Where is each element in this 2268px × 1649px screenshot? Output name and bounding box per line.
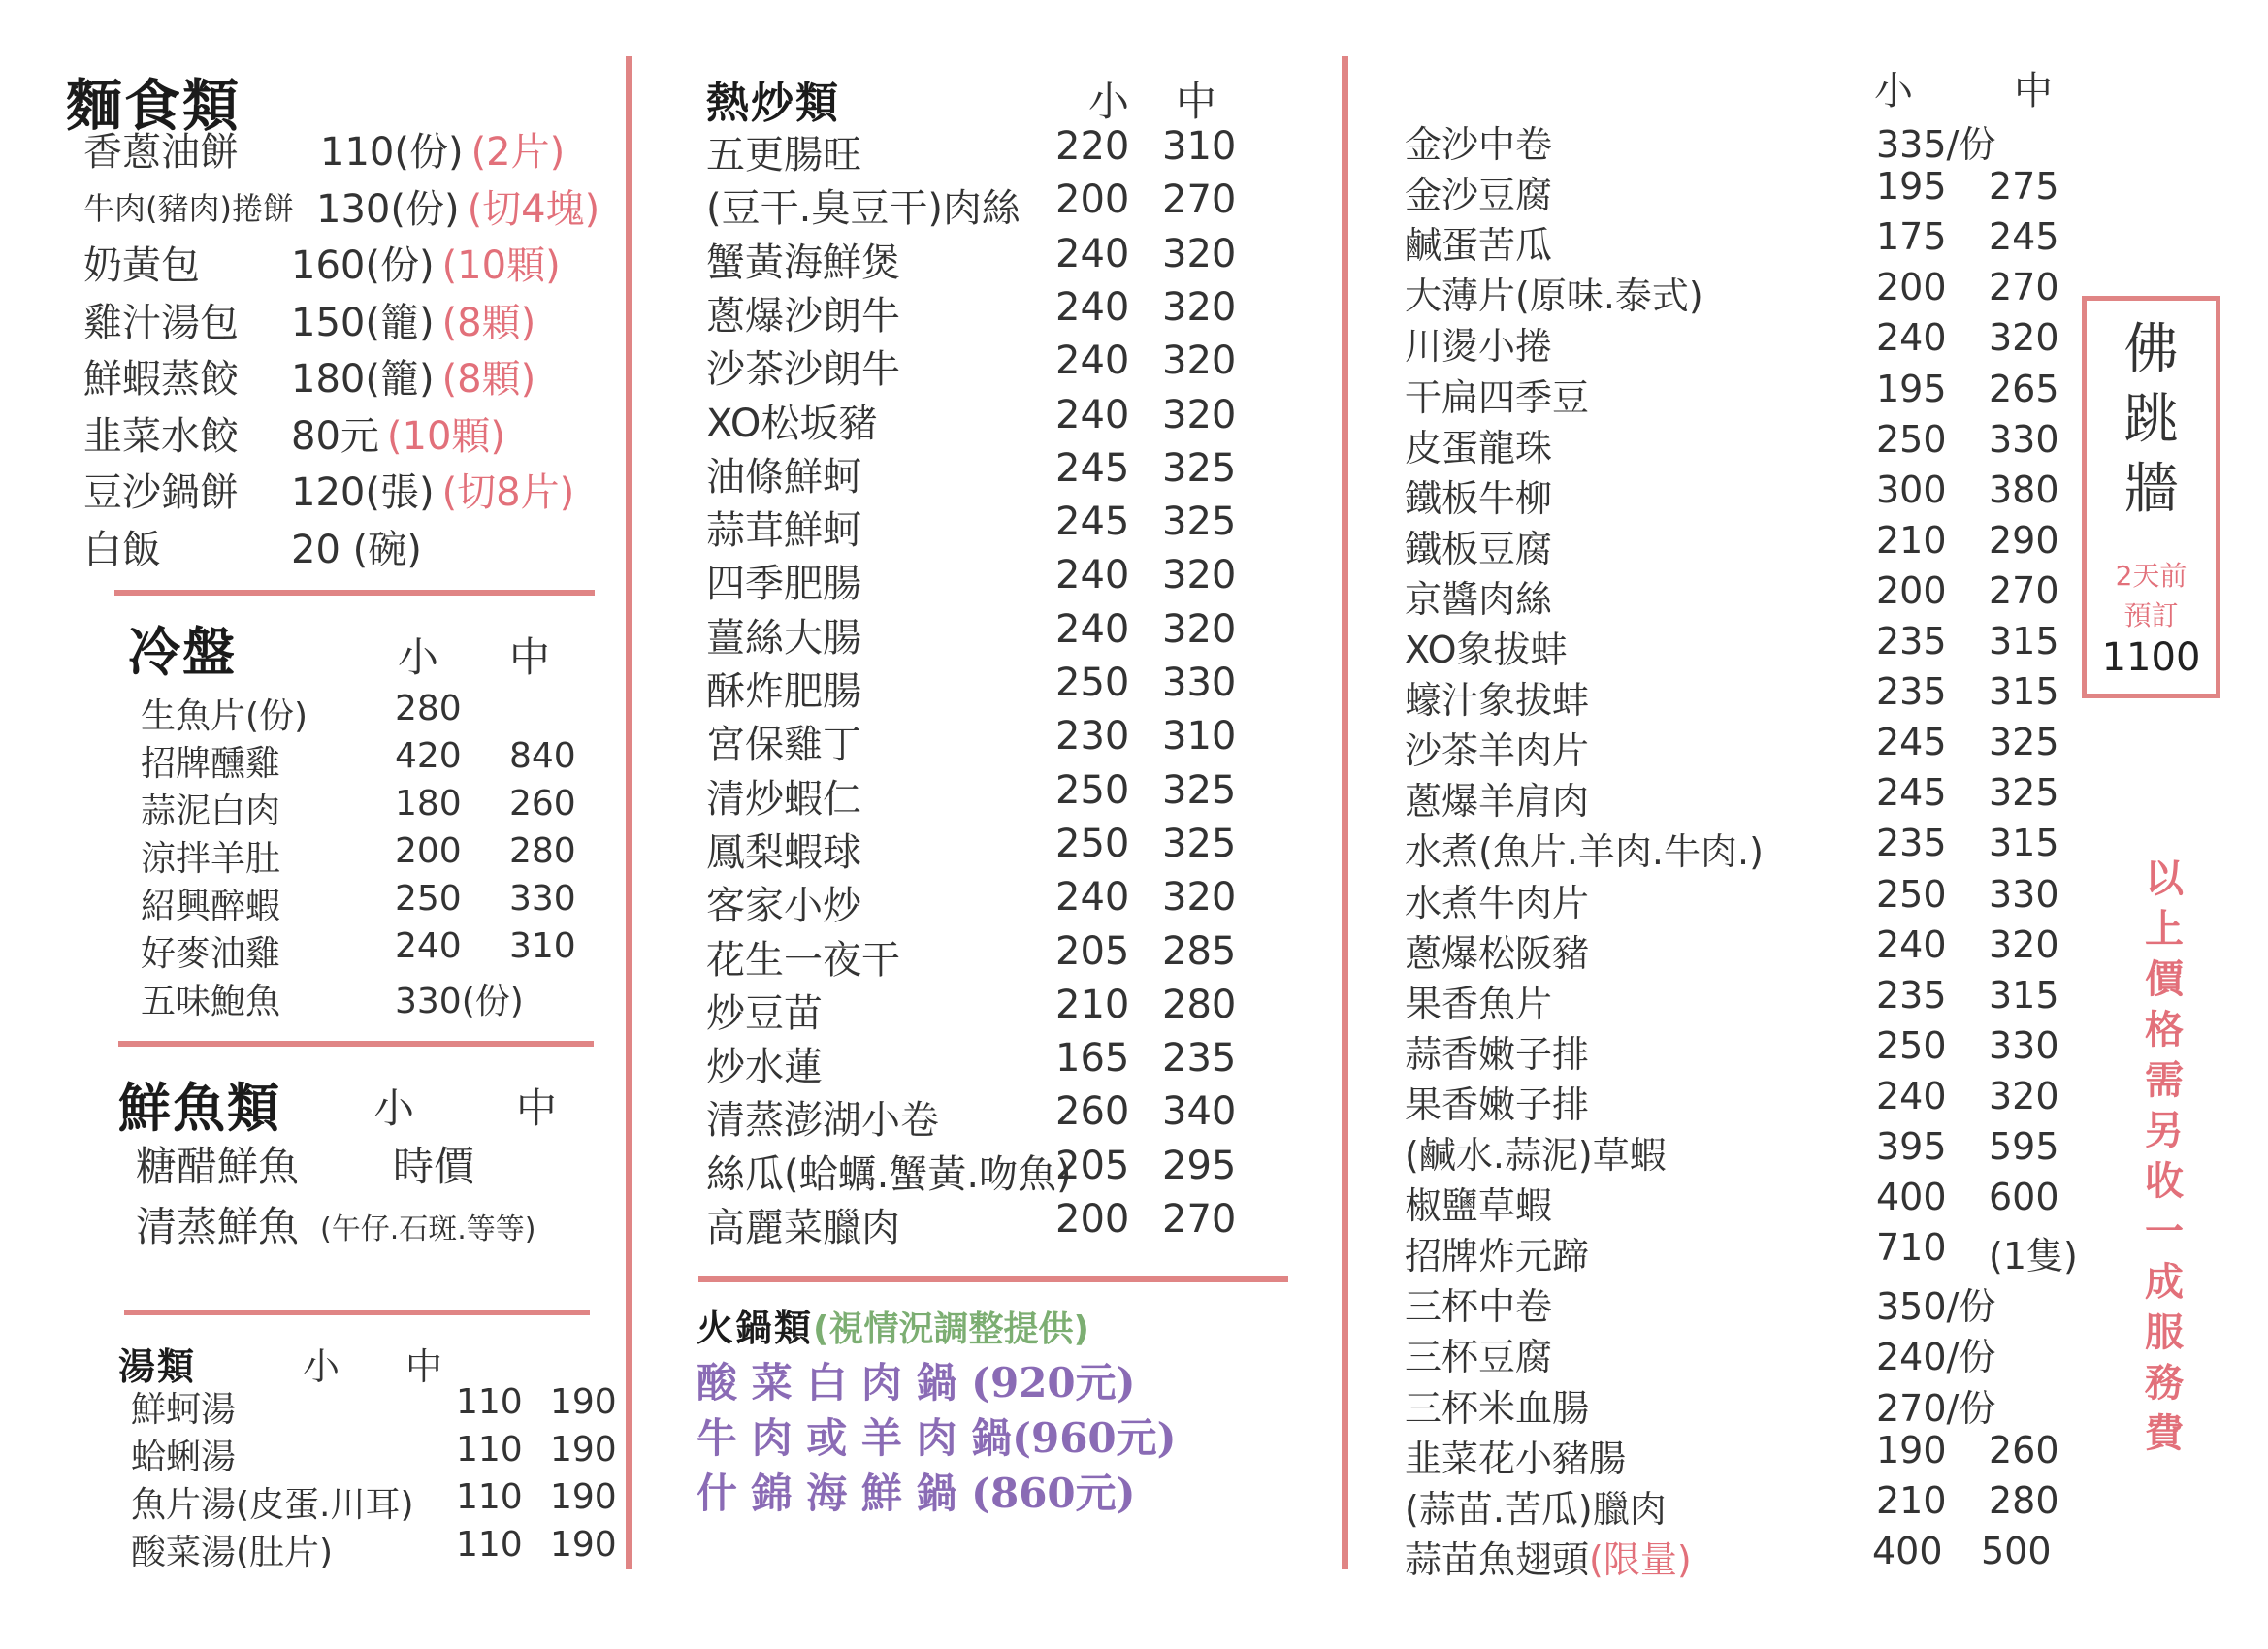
- service-fee-char: 收: [2145, 1158, 2184, 1204]
- cold-item-small: 240: [395, 926, 462, 966]
- stirfry-item-small: 210: [1055, 982, 1130, 1027]
- service-fee-char: 需: [2145, 1057, 2184, 1103]
- right-item-small: 240: [1876, 316, 1947, 360]
- stirfry-item-small: 240: [1055, 606, 1130, 652]
- right-item-small: 335/份: [1876, 123, 1996, 166]
- right-item-name: 水煮牛肉片: [1405, 881, 1590, 924]
- right-item-name: 三杯豆腐: [1405, 1336, 1553, 1379]
- cold-title: 冷盤: [128, 621, 237, 683]
- noodle-item-note: (8顆): [441, 357, 536, 402]
- right-item-small: 235: [1876, 620, 1947, 663]
- right-item-small: 240/份: [1876, 1336, 1996, 1379]
- stirfry-item-name: 絲瓜(蛤蠣.蟹黃.吻魚): [706, 1151, 1072, 1197]
- stirfry-item-small: 250: [1055, 767, 1130, 813]
- right-item-name: 皮蛋龍珠: [1405, 426, 1553, 469]
- stirfry-item-medium: 270: [1162, 178, 1237, 223]
- right-item-name: 招牌炸元蹄: [1405, 1235, 1590, 1278]
- stirfry-item-name: 五更腸旺: [706, 133, 861, 178]
- hotpot-item: 酸 菜 白 肉 鍋 (920元): [697, 1359, 1136, 1406]
- special-char: 牆: [2123, 458, 2179, 521]
- noodles-title: 麵食類: [66, 73, 242, 139]
- stirfry-item-small: 250: [1055, 661, 1130, 705]
- fish-medium-label: 中: [516, 1084, 558, 1132]
- hotpot-title: 火鍋類: [697, 1306, 814, 1349]
- service-fee-char: 費: [2145, 1410, 2184, 1456]
- stirfry-item-small: 200: [1055, 1197, 1130, 1242]
- section-divider: [698, 1276, 1288, 1282]
- right-item-name: 干扁四季豆: [1405, 375, 1590, 419]
- cold-medium-label: 中: [509, 633, 551, 681]
- service-fee-char: 一: [2145, 1209, 2184, 1254]
- stirfry-item-small: 220: [1055, 124, 1130, 169]
- special-name: [2087, 315, 2216, 525]
- stirfry-item-small: 240: [1055, 339, 1130, 384]
- right-item-medium: 270: [1989, 568, 2059, 612]
- stirfry-item-name: 炒豆苗: [706, 990, 823, 1036]
- noodle-item-price: 150(籠): [291, 300, 435, 345]
- right-item-name: 韭菜花小豬腸: [1405, 1437, 1627, 1480]
- stirfry-item-name: 炒水蓮: [706, 1045, 823, 1090]
- noodle-item-note: (10顆): [386, 413, 506, 459]
- right-item-medium: 325: [1989, 721, 2059, 764]
- stirfry-item-name: 清炒蝦仁: [706, 776, 861, 822]
- noodle-item-price: 130(份): [316, 186, 460, 232]
- stirfry-item-small: 240: [1055, 553, 1130, 598]
- right-item-small: 250: [1876, 1023, 1947, 1067]
- stirfry-item-name: 蔥爆沙朗牛: [706, 293, 900, 339]
- stirfry-item-medium: 320: [1162, 339, 1237, 384]
- right-item-name: 蠔汁象拔蚌: [1405, 679, 1590, 723]
- noodle-item-name: 豆沙鍋餅: [83, 470, 239, 515]
- cold-item-name: 五味鮑魚: [141, 982, 281, 1021]
- right-item-small: 210: [1876, 1478, 1947, 1522]
- noodle-item-name: 雞汁湯包: [83, 300, 239, 345]
- cold-small-label: 小: [398, 633, 439, 681]
- stirfry-item-medium: 325: [1162, 821, 1237, 866]
- right-item-small: 195: [1876, 367, 1947, 410]
- soup-item-small: 110: [456, 1477, 523, 1517]
- stirfry-item-medium: 270: [1162, 1197, 1237, 1242]
- right-item-small: 235: [1876, 670, 1947, 714]
- noodle-item-price: 180(籠): [291, 357, 435, 402]
- stirfry-item-medium: 320: [1162, 392, 1237, 437]
- cold-item-name: 好麥油雞: [141, 934, 281, 974]
- fish-item-name: 糖醋鮮魚: [136, 1143, 300, 1190]
- special-char: 佛: [2123, 318, 2179, 381]
- right-item-medium: 600: [1989, 1176, 2059, 1219]
- hotpot-note: (視情況調整提供): [813, 1310, 1089, 1349]
- right-item-medium: 320: [1989, 922, 2059, 966]
- stirfry-item-small: 205: [1055, 1143, 1130, 1188]
- service-fee-note: [2129, 854, 2199, 1459]
- stirfry-item-medium: 325: [1162, 500, 1237, 545]
- right-item-medium: 320: [1989, 1074, 2059, 1117]
- stirfry-item-medium: 280: [1162, 982, 1237, 1027]
- right-item-small: 400: [1876, 1176, 1947, 1219]
- stirfry-item-name: 沙茶沙朗牛: [706, 347, 900, 393]
- stirfry-item-medium: 320: [1162, 231, 1237, 276]
- stirfry-item-name: 四季肥腸: [706, 562, 861, 607]
- right-item-medium: 500: [1981, 1529, 2052, 1572]
- section-divider: [114, 590, 595, 596]
- stirfry-item-small: 200: [1055, 178, 1130, 223]
- right-item-small: 235: [1876, 973, 1947, 1017]
- right-item-small: 250: [1876, 872, 1947, 916]
- soup-item-name: 酸菜湯(肚片): [131, 1533, 334, 1572]
- right-item-medium: 315: [1989, 822, 2059, 865]
- noodle-item-note: (切8片): [441, 470, 575, 515]
- noodle-item-name: 鮮蝦蒸餃: [83, 357, 239, 402]
- right-small-label: 小: [1874, 69, 1913, 113]
- cold-item-name: 涼拌羊肚: [141, 839, 281, 879]
- stirfry-item-small: 240: [1055, 231, 1130, 276]
- stirfry-item-name: 客家小炒: [706, 884, 861, 929]
- right-item-small: 245: [1876, 721, 1947, 764]
- cold-item-small: 420: [395, 736, 462, 776]
- right-item-small: 400: [1872, 1529, 1943, 1572]
- special-note: 2天前: [2115, 560, 2187, 592]
- stirfry-item-medium: 310: [1162, 714, 1237, 760]
- stirfry-item-medium: 285: [1162, 928, 1237, 974]
- stirfry-medium-label: 中: [1176, 78, 1217, 125]
- right-item-small: 210: [1876, 518, 1947, 562]
- service-fee-char: 成: [2145, 1259, 2184, 1305]
- stirfry-title: 熱炒類: [706, 79, 840, 128]
- right-item-medium: 280: [1989, 1478, 2059, 1522]
- stirfry-item-name: 油條鮮蚵: [706, 454, 861, 500]
- stirfry-item-small: 240: [1055, 392, 1130, 437]
- right-item-name: 沙茶羊肉片: [1405, 729, 1590, 773]
- right-item-name: 果香嫩子排: [1405, 1083, 1590, 1126]
- right-item-name: 大薄片(原味.泰式): [1405, 275, 1703, 318]
- stirfry-item-medium: 295: [1162, 1143, 1237, 1188]
- right-item-name: 三杯中卷: [1405, 1285, 1553, 1329]
- stirfry-item-small: 245: [1055, 445, 1130, 491]
- cold-item-name: 蒜泥白肉: [141, 792, 281, 831]
- stirfry-item-small: 240: [1055, 875, 1130, 921]
- stirfry-item-small: 250: [1055, 821, 1130, 866]
- soup-small-label: 小: [303, 1345, 340, 1388]
- stirfry-item-medium: 330: [1162, 661, 1237, 705]
- right-item-row: [1405, 1529, 2052, 1583]
- soup-item-small: 110: [456, 1525, 523, 1565]
- noodle-item-price: 160(份): [291, 243, 435, 288]
- cold-item-medium: 310: [509, 926, 576, 966]
- right-item-small: 245: [1876, 771, 1947, 815]
- special-price: 1100: [2101, 635, 2201, 680]
- soup-item-name: 魚片湯(皮蛋.川耳): [131, 1485, 414, 1525]
- right-item-medium: 290: [1989, 518, 2059, 562]
- right-item-small: 300: [1876, 468, 1947, 511]
- fish-small-label: 小: [373, 1084, 415, 1132]
- soup-item-medium: 190: [550, 1382, 617, 1422]
- right-item-medium: 320: [1989, 316, 2059, 360]
- noodle-item-price: 80元: [291, 413, 379, 459]
- stirfry-item-name: 鳳梨蝦球: [706, 829, 861, 875]
- cold-item-small: 330(份): [395, 982, 524, 1021]
- right-item-medium: 315: [1989, 973, 2059, 1017]
- noodle-item-name: 韭菜水餃: [83, 413, 239, 459]
- cold-item-small: 250: [395, 879, 462, 919]
- soup-item-small: 110: [456, 1430, 523, 1470]
- service-fee-char: 服: [2145, 1310, 2184, 1355]
- noodle-item-name: 香蔥油餅: [83, 130, 239, 175]
- column-divider-left: [626, 56, 632, 1569]
- noodle-item-note: (8顆): [441, 300, 536, 345]
- right-item-name: 鐵板牛柳: [1405, 476, 1553, 520]
- stirfry-item-small: 260: [1055, 1089, 1130, 1135]
- right-item-name: 鹹蛋苦瓜: [1405, 224, 1553, 268]
- right-item-name: 蒜香嫩子排: [1405, 1032, 1590, 1076]
- stirfry-item-small: 245: [1055, 500, 1130, 545]
- right-item-medium: (1隻): [1989, 1235, 2078, 1278]
- right-item-medium: 325: [1989, 771, 2059, 815]
- stirfry-item-medium: 325: [1162, 767, 1237, 813]
- cold-item-small: 200: [395, 831, 462, 871]
- limited-badge: (限量): [1589, 1537, 1692, 1581]
- right-item-small: 235: [1876, 822, 1947, 865]
- right-item-name: 金沙中卷: [1405, 123, 1553, 166]
- stirfry-item-medium: 320: [1162, 606, 1237, 652]
- hotpot-item: 什 錦 海 鮮 鍋 (860元): [697, 1470, 1136, 1517]
- stirfry-item-small: 205: [1055, 928, 1130, 974]
- right-item-medium: 315: [1989, 620, 2059, 663]
- stirfry-small-label: 小: [1088, 78, 1130, 125]
- service-fee-char: 以: [2145, 856, 2184, 901]
- right-medium-label: 中: [2014, 69, 2053, 113]
- soup-item-medium: 190: [550, 1525, 617, 1565]
- cold-item-medium: 260: [509, 784, 576, 824]
- right-item-medium: 265: [1989, 367, 2059, 410]
- right-item-small: 200: [1876, 266, 1947, 309]
- right-item-small: 240: [1876, 922, 1947, 966]
- right-item-name: 川燙小捲: [1405, 325, 1553, 369]
- stirfry-item-small: 165: [1055, 1036, 1130, 1082]
- soup-item-medium: 190: [550, 1430, 617, 1470]
- right-item-small: 195: [1876, 165, 1947, 209]
- right-item-small: 395: [1876, 1125, 1947, 1168]
- fish-item-name: 清蒸鮮魚: [136, 1203, 300, 1250]
- right-item-small: 350/份: [1876, 1285, 1996, 1329]
- right-item-medium: 330: [1989, 417, 2059, 461]
- section-divider: [118, 1041, 594, 1047]
- right-item-medium: 330: [1989, 1023, 2059, 1067]
- right-item-small: 270/份: [1876, 1386, 1996, 1430]
- right-item-name: [1405, 1538, 1692, 1581]
- right-item-medium: 315: [1989, 670, 2059, 714]
- stirfry-item-name: 蒜茸鮮蚵: [706, 508, 861, 554]
- stirfry-item-small: 240: [1055, 284, 1130, 330]
- service-fee-char: 格: [2145, 1007, 2184, 1052]
- noodle-item-note: (10顆): [441, 243, 561, 288]
- right-item-small: 200: [1876, 568, 1947, 612]
- cold-item-name: 招牌醺雞: [141, 744, 281, 784]
- cold-item-medium: 280: [509, 831, 576, 871]
- stirfry-item-medium: 340: [1162, 1089, 1237, 1135]
- stirfry-item-name: 宮保雞丁: [706, 723, 861, 768]
- right-item-name: 京醬肉絲: [1405, 577, 1553, 621]
- noodle-item-price: 20 (碗): [291, 527, 422, 572]
- special-note: 預訂: [2123, 599, 2179, 631]
- stirfry-item-name: XO松坂豬: [706, 401, 878, 446]
- right-item-medium: 330: [1989, 872, 2059, 916]
- noodle-item-note: (2片): [470, 130, 566, 175]
- service-fee-char: 上: [2145, 906, 2184, 952]
- noodle-item-price: 110(份): [320, 130, 464, 175]
- right-item-medium: 270: [1989, 266, 2059, 309]
- right-item-medium: 275: [1989, 165, 2059, 209]
- soup-item-small: 110: [456, 1382, 523, 1422]
- fish-title: 鮮魚類: [118, 1077, 281, 1139]
- right-item-name: XO象拔蚌: [1405, 629, 1568, 671]
- soup-medium-label: 中: [405, 1345, 443, 1388]
- service-fee-char: 務: [2145, 1360, 2184, 1406]
- service-fee-char: 價: [2145, 956, 2184, 1002]
- right-item-name: 金沙豆腐: [1405, 174, 1553, 217]
- stirfry-item-medium: 310: [1162, 124, 1237, 169]
- right-item-name: 水煮(魚片.羊肉.牛肉.): [1405, 830, 1764, 874]
- right-item-small: 240: [1876, 1074, 1947, 1117]
- noodle-item-name: 牛肉(豬肉)捲餅: [83, 189, 294, 227]
- stirfry-item-medium: 320: [1162, 875, 1237, 921]
- right-item-name: 果香魚片: [1405, 982, 1553, 1025]
- right-item-name: 鐵板豆腐: [1405, 527, 1553, 570]
- right-item-medium: 245: [1989, 215, 2059, 259]
- noodle-item-note: (切4塊): [467, 186, 600, 232]
- stirfry-item-name: 酥炸肥腸: [706, 669, 861, 714]
- stirfry-item-name: 清蒸澎湖小卷: [706, 1098, 939, 1144]
- right-item-medium: 380: [1989, 468, 2059, 511]
- section-divider: [124, 1310, 590, 1315]
- stirfry-item-name: 蟹黃海鮮煲: [706, 240, 900, 285]
- special-char: 跳: [2123, 388, 2179, 451]
- soup-item-name: 鮮蚵湯: [131, 1390, 237, 1430]
- stirfry-item-name: 薑絲大腸: [706, 615, 861, 661]
- right-item-name-text: 蒜苗魚翅頭: [1405, 1537, 1590, 1581]
- stirfry-item-medium: 320: [1162, 553, 1237, 598]
- cold-item-medium: 840: [509, 736, 576, 776]
- column-divider-right: [1342, 56, 1348, 1569]
- right-item-name: 椒鹽草蝦: [1405, 1184, 1553, 1228]
- stirfry-item-medium: 235: [1162, 1036, 1237, 1082]
- fish-item-price: 時價: [393, 1143, 475, 1190]
- stirfry-item-name: 高麗菜臘肉: [706, 1206, 900, 1250]
- soup-title: 湯類: [118, 1344, 197, 1388]
- right-item-small: 710: [1876, 1226, 1947, 1270]
- cold-item-small: 180: [395, 784, 462, 824]
- right-item-small: 250: [1876, 417, 1947, 461]
- right-item-small: 175: [1876, 215, 1947, 259]
- right-item-small: 190: [1876, 1428, 1947, 1471]
- fish-item-note: (午仔.石斑.等等): [320, 1212, 536, 1246]
- right-item-name: (蒜苗.苦瓜)臘肉: [1405, 1487, 1667, 1531]
- stirfry-item-name: 花生一夜干: [706, 937, 900, 983]
- hotpot-header: [697, 1298, 1089, 1351]
- stirfry-item-medium: 320: [1162, 284, 1237, 330]
- stirfry-item-name: (豆干.臭豆干)肉絲: [706, 186, 1021, 232]
- service-fee-char: 另: [2145, 1108, 2184, 1153]
- right-item-medium: 595: [1989, 1125, 2059, 1168]
- cold-item-name: 紹興醉蝦: [141, 887, 281, 926]
- cold-item-name: 生魚片(份): [141, 696, 308, 736]
- right-item-name: (鹹水.蒜泥)草蝦: [1405, 1134, 1667, 1177]
- cold-item-small: 280: [395, 689, 462, 728]
- soup-item-medium: 190: [550, 1477, 617, 1517]
- stirfry-item-medium: 325: [1162, 445, 1237, 491]
- right-item-medium: 260: [1989, 1428, 2059, 1471]
- right-item-name: 蔥爆羊肩肉: [1405, 780, 1590, 824]
- right-item-name: 蔥爆松阪豬: [1405, 931, 1590, 975]
- special-box: [2082, 296, 2220, 698]
- stirfry-item-small: 230: [1055, 714, 1130, 760]
- cold-item-medium: 330: [509, 879, 576, 919]
- noodle-item-name: 白飯: [83, 527, 161, 572]
- noodle-item-price: 120(張): [291, 470, 435, 515]
- hotpot-item: 牛 肉 或 羊 肉 鍋(960元): [697, 1414, 1177, 1462]
- soup-item-name: 蛤蜊湯: [131, 1438, 237, 1477]
- right-item-name: 三杯米血腸: [1405, 1386, 1590, 1430]
- noodle-item-name: 奶黃包: [83, 243, 200, 288]
